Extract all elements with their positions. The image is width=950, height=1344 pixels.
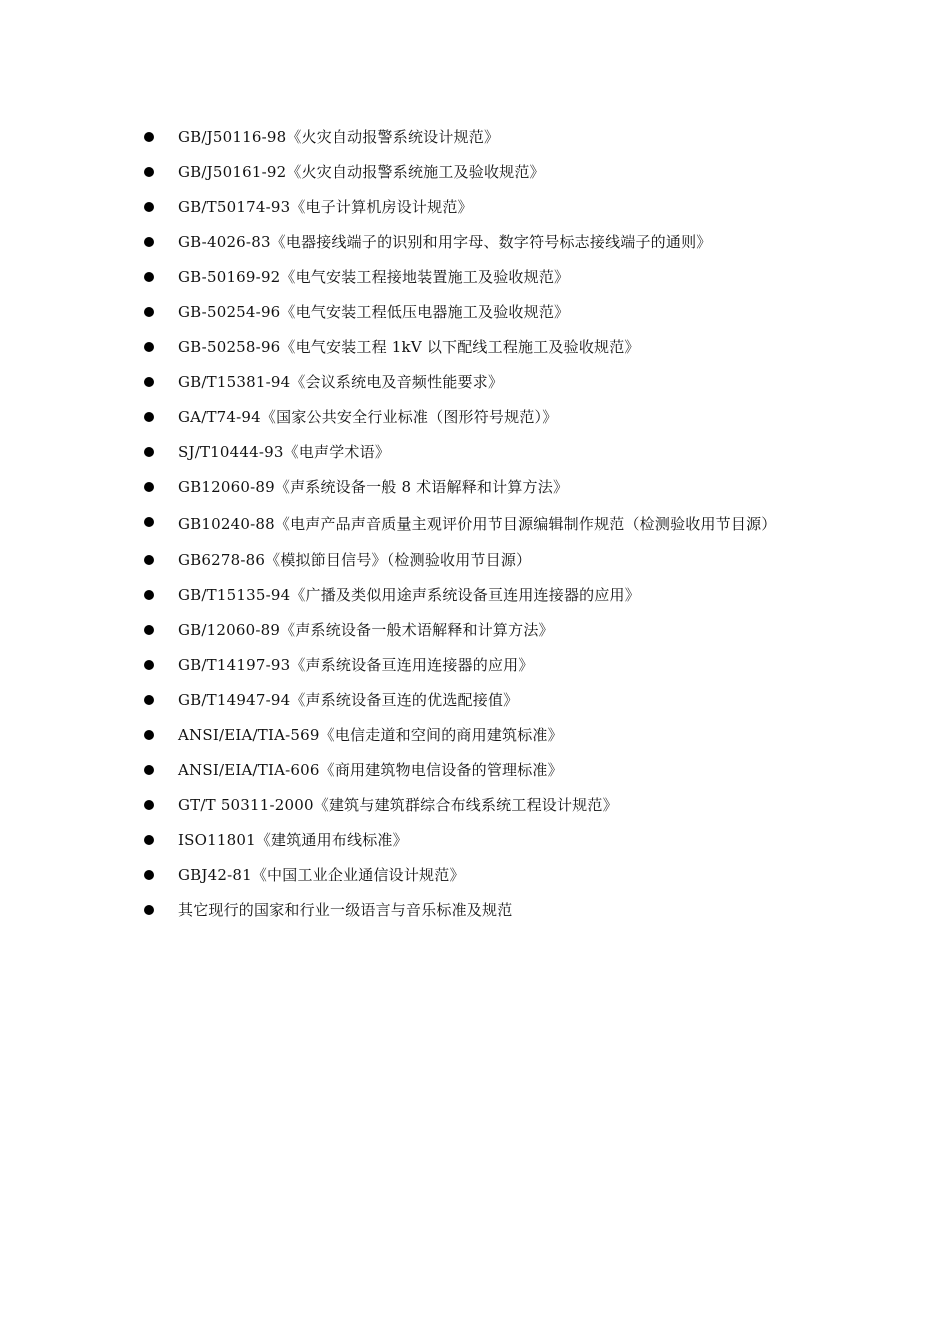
bullet-icon [144,237,154,247]
list-item [142,190,822,225]
standard-text: GB-50258-96《电气安装工程 1kV 以下配线工程施工及验收规范》 [178,338,640,356]
bullet-icon [144,307,154,317]
bullet-icon [144,835,154,845]
list-item [142,505,822,543]
standard-text: 其它现行的国家和行业一级语言与音乐标准及规范 [178,901,513,919]
list-item [142,155,822,190]
bullet-icon [144,555,154,565]
list-item [142,260,822,295]
bullet-icon [144,447,154,457]
standard-text: GB12060-89《声系统设备一般 8 术语解释和计算方法》 [178,478,569,496]
bullet-icon [144,132,154,142]
standard-text: GB-50254-96《电气安装工程低压电器施工及验收规范》 [178,303,570,321]
standard-text: GB/12060-89《声系统设备一般术语解释和计算方法》 [178,621,554,639]
bullet-icon [144,202,154,212]
standard-text: GA/T74-94《国家公共安全行业标准（图形符号规范）》 [178,408,558,426]
standard-text: SJ/T10444-93《电声学术语》 [178,443,391,461]
bullet-icon [144,590,154,600]
standard-text: GB-50169-92《电气安装工程接地装置施工及验收规范》 [178,268,570,286]
bullet-icon [144,870,154,880]
list-item [142,718,822,753]
standard-text: GB/T50174-93《电子计算机房设计规范》 [178,198,473,216]
standard-text: GB/T15135-94《广播及类似用途声系统设备亘连用连接器的应用》 [178,586,640,604]
list-item [142,543,822,578]
bullet-icon [144,482,154,492]
list-item [142,225,822,260]
standard-text: ANSI/EIA/TIA-569《电信走道和空间的商用建筑标准》 [178,726,563,744]
list-item [142,400,822,435]
bullet-icon [144,800,154,810]
standard-text: GT/T 50311-2000《建筑与建筑群综合布线系统工程设计规范》 [178,796,618,814]
list-item [142,578,822,613]
bullet-icon [144,412,154,422]
standard-text: GB/T15381-94《会议系统电及音频性能要求》 [178,373,504,391]
standard-text: GB/T14947-94《声系统设备亘连的优选配接值》 [178,691,519,709]
list-item [142,330,822,365]
list-item [142,753,822,788]
bullet-icon [144,377,154,387]
standard-text: GB10240-88《电声产品声音质量主观评价用节目源编辑制作规范（检测验收用节目源） [178,515,777,533]
list-item [142,683,822,718]
bullet-icon [144,517,154,527]
list-item [142,648,822,683]
bullet-icon [144,905,154,915]
list-item [142,365,822,400]
list-item [142,823,822,858]
standard-text: ISO11801《建筑通用布线标准》 [178,831,408,849]
list-item [142,858,822,893]
bullet-icon [144,660,154,670]
standard-text: GB/T14197-93《声系统设备亘连用连接器的应用》 [178,656,534,674]
list-item [142,788,822,823]
list-item [142,435,822,470]
standard-text: ANSI/EIA/TIA-606《商用建筑物电信设备的管理标准》 [178,761,563,779]
list-item [142,295,822,330]
bullet-icon [144,765,154,775]
list-item [142,470,822,505]
standard-text: GB/J50116-98《火灾自动报警系统设计规范》 [178,128,500,146]
bullet-icon [144,167,154,177]
standard-text: GBJ42-81《中国工业企业通信设计规范》 [178,866,465,884]
list-item [142,613,822,648]
list-item [142,120,822,155]
bullet-icon [144,730,154,740]
list-item [142,893,822,928]
bullet-icon [144,695,154,705]
bullet-icon [144,625,154,635]
bullet-icon [144,342,154,352]
standard-text: GB6278-86《模拟節目信号》（检测验收用节目源） [178,551,532,569]
bullet-icon [144,272,154,282]
standard-text: GB-4026-83《电器接线端子的识别和用字母、数字符号标志接线端子的通则》 [178,233,712,251]
standards-list [142,120,822,928]
standard-text: GB/J50161-92《火灾自动报警系统施工及验收规范》 [178,163,545,181]
